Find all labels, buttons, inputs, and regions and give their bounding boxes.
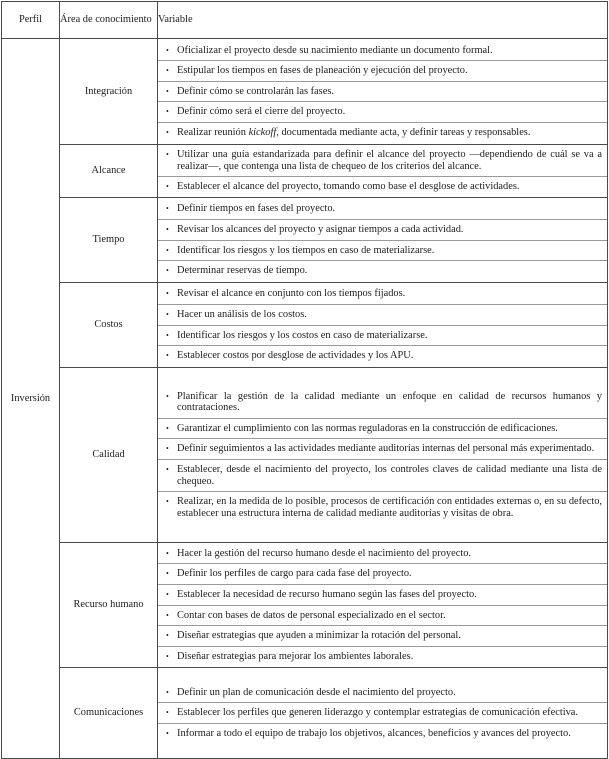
bullet-icon: •	[166, 391, 169, 401]
variable-item	[158, 284, 607, 304]
variable-text: Establecer la necesidad de recurso humano según las fases del proyecto.	[177, 588, 477, 600]
variable-text: Utilizar una guía estandarizada para definir el alcance del proyecto —dependiendo de cuál se va a realizar—, que contenga una lista de chequeo de los criterios del alcance.	[177, 149, 602, 172]
table-row	[2, 368, 608, 543]
variable-item	[158, 584, 607, 605]
variable-item	[158, 702, 607, 723]
variable-text: Oficializar el proyecto desde su nacimiento mediante un documento formal.	[177, 44, 493, 56]
variable-text: Establecer costos por desglose de actividades y los APU.	[177, 350, 414, 362]
bullet-icon: •	[166, 86, 169, 96]
header-row	[2, 2, 608, 39]
area-cell: Recurso humano	[60, 543, 158, 668]
variable-item	[158, 260, 607, 281]
variable-item	[158, 81, 607, 102]
variable-text: Definir los perfiles de cargo para cada fase del proyecto.	[177, 568, 412, 580]
area-cell: Comunicaciones	[60, 668, 158, 759]
bullet-icon: •	[166, 107, 169, 117]
header-variable: Variable	[158, 2, 608, 39]
variable-text: Definir cómo será el cierre del proyecto.	[177, 106, 346, 118]
variable-text: Definir un plan de comunicación desde el nacimiento del proyecto.	[177, 686, 456, 698]
table-row	[2, 543, 608, 668]
bullet-icon: •	[166, 610, 169, 620]
variable-text: Hacer la gestión del recurso humano desde el nacimiento del proyecto.	[177, 547, 472, 559]
bullet-icon: •	[166, 423, 169, 433]
bullet-icon: •	[166, 309, 169, 319]
variable-item	[158, 145, 607, 176]
variable-text: Definir tiempos en fases del proyecto.	[177, 203, 336, 215]
variable-item	[158, 683, 607, 703]
table-body	[2, 39, 608, 759]
bullet-icon: •	[166, 45, 169, 55]
variable-text: Realizar reunión kickoff, documentada mediante acta, y definir tareas y responsables.	[177, 126, 531, 138]
variable-text: Realizar, en la medida de lo posible, procesos de certificación con entidades externas o, en su defecto, establecer una estructura interna de calidad mediante auditorías y visitas de obra.	[177, 496, 602, 519]
variable-cell	[158, 198, 608, 283]
bullet-icon: •	[166, 651, 169, 661]
bullet-icon: •	[166, 631, 169, 641]
variable-text: Diseñar estrategias para mejorar los ambientes laborales.	[177, 650, 414, 662]
bullet-icon: •	[166, 224, 169, 234]
variable-item	[158, 418, 607, 439]
variable-item	[158, 723, 607, 744]
table-row	[2, 283, 608, 368]
variable-cell	[158, 39, 608, 145]
variable-text: Determinar reservas de tiempo.	[177, 265, 308, 277]
variable-text: Definir cómo se controlarán las fases.	[177, 85, 334, 97]
variable-text: Diseñar estrategias que ayuden a minimizar la rotación del personal.	[177, 630, 461, 642]
bullet-icon: •	[166, 497, 169, 507]
table-row	[2, 668, 608, 759]
header-area: Área de conocimiento	[60, 2, 158, 39]
table-row	[2, 39, 608, 145]
table-row	[2, 198, 608, 283]
area-cell: Tiempo	[60, 198, 158, 283]
variable-item	[158, 325, 607, 346]
table-row	[2, 145, 608, 198]
variable-item	[158, 176, 607, 197]
variable-cell	[158, 283, 608, 368]
variable-text: Revisar los alcances del proyecto y asignar tiempos a cada actividad.	[177, 223, 464, 235]
variable-item	[158, 387, 607, 418]
bullet-icon: •	[166, 289, 169, 299]
variable-item	[158, 544, 607, 564]
variable-cell	[158, 368, 608, 543]
variable-item	[158, 345, 607, 366]
bullet-icon: •	[166, 127, 169, 137]
variable-item	[158, 646, 607, 667]
bullet-icon: •	[166, 351, 169, 361]
bullet-icon: •	[166, 245, 169, 255]
bullet-icon: •	[166, 569, 169, 579]
variable-text: Establecer, desde el nacimiento del proyecto, los controles claves de calidad mediante una lista de chequeo.	[177, 464, 602, 487]
bullet-icon: •	[166, 444, 169, 454]
bullet-icon: •	[166, 66, 169, 76]
variable-item	[158, 41, 607, 61]
variable-item	[158, 122, 607, 143]
bullet-icon: •	[166, 687, 169, 697]
variable-item	[158, 60, 607, 81]
variable-item	[158, 101, 607, 122]
bullet-icon: •	[166, 548, 169, 558]
variable-cell	[158, 543, 608, 668]
variable-item	[158, 605, 607, 626]
variable-item	[158, 459, 607, 491]
variable-text: Informar a todo el equipo de trabajo los objetivos, alcances, beneficios y avances del proyecto.	[177, 727, 571, 739]
bullet-icon: •	[166, 150, 169, 160]
area-cell: Integración	[60, 39, 158, 145]
variable-text: Establecer el alcance del proyecto, tomando como base el desglose de actividades.	[177, 181, 520, 193]
variable-cell	[158, 668, 608, 759]
bullet-icon: •	[166, 182, 169, 192]
bullet-icon: •	[166, 465, 169, 474]
variable-text: Establecer los perfiles que generen liderazgo y contemplar estrategias de comunicación efectiva.	[177, 707, 579, 719]
variable-text: Definir seguimientos a las actividades mediante auditorías internas del personal más experimentado.	[177, 443, 595, 455]
variable-cell	[158, 145, 608, 198]
area-cell: Alcance	[60, 145, 158, 198]
knowledge-area-table	[1, 1, 608, 759]
variable-text: Identificar los riesgos y los costos en caso de materializarse.	[177, 329, 428, 341]
bullet-icon: •	[166, 708, 169, 718]
variable-item	[158, 438, 607, 459]
variable-item	[158, 199, 607, 219]
variable-text: Contar con bases de datos de personal especializado en el sector.	[177, 609, 446, 621]
perfil-cell: Inversión	[2, 39, 60, 759]
variable-item	[158, 625, 607, 646]
variable-item	[158, 219, 607, 240]
variable-text: Hacer un análisis de los costos.	[177, 308, 307, 320]
header-perfil: Perfil	[2, 2, 60, 39]
bullet-icon: •	[166, 330, 169, 340]
variable-item	[158, 304, 607, 325]
variable-item	[158, 563, 607, 584]
variable-text: Planificar la gestión de la calidad mediante un enfoque en calidad de recursos humanos y contrataciones.	[177, 390, 602, 414]
variable-item	[158, 491, 607, 523]
bullet-icon: •	[166, 589, 169, 599]
variable-text: Identificar los riesgos y los tiempos en caso de materializarse.	[177, 244, 435, 256]
variable-text: Estipular los tiempos en fases de planeación y ejecución del proyecto.	[177, 65, 468, 77]
bullet-icon: •	[166, 204, 169, 214]
variable-text: Revisar el alcance en conjunto con los tiempos fijados.	[177, 288, 406, 300]
bullet-icon: •	[166, 266, 169, 276]
area-cell: Calidad	[60, 368, 158, 543]
bullet-icon: •	[166, 728, 169, 738]
area-cell: Costos	[60, 283, 158, 368]
variable-item	[158, 240, 607, 261]
variable-text: Garantizar el cumplimiento con las normas reguladoras en la construcción de edificaciones.	[177, 422, 558, 434]
